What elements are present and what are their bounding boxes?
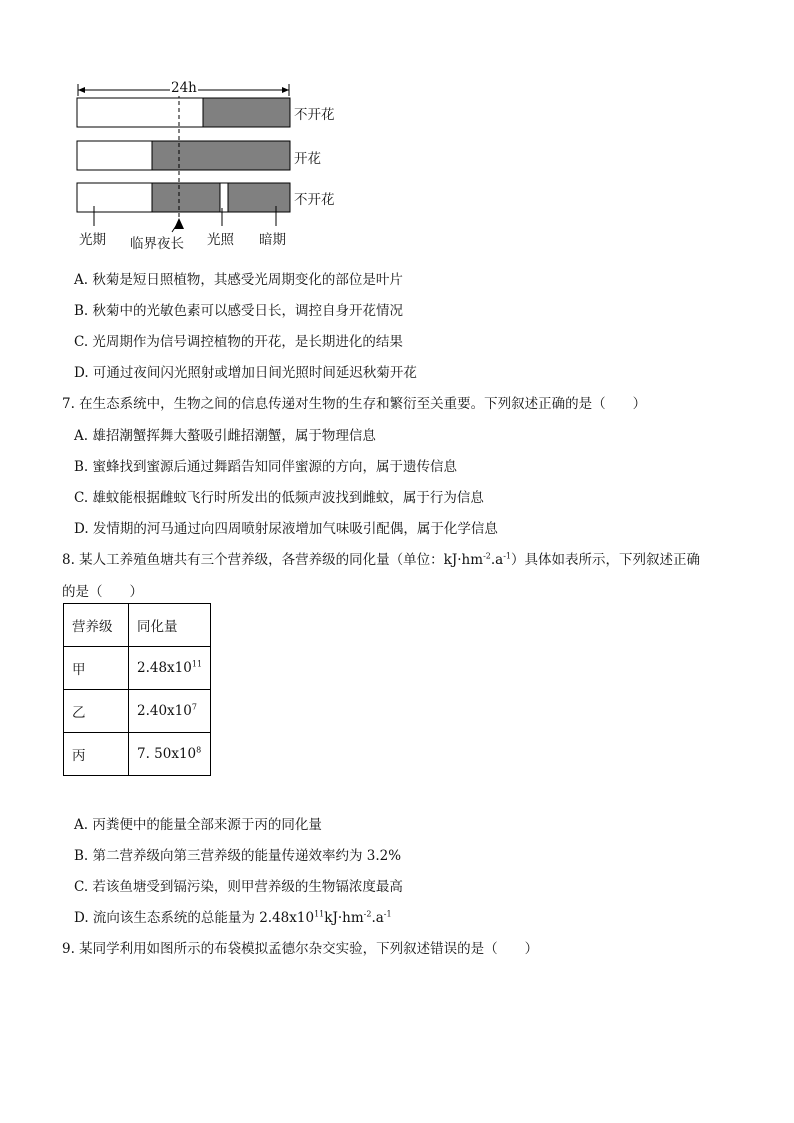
table-cell-level: 丙 [64,733,129,776]
q9-stem: 9. 某同学利用如图所示的布袋模拟孟德尔杂交实验，下列叙述错误的是（ ） [62,941,539,957]
q8-option-d-sup-3: -1 [383,909,392,919]
q8-option-d-text-2: kJ·hm [324,910,364,926]
table-cell-level: 甲 [64,647,129,690]
row3-dark-bar-2 [228,183,290,212]
row1-dark-bar [203,98,290,127]
row2-result: 开花 [294,151,321,167]
table-row [64,733,211,776]
q8-option-d-sup-2: -2 [363,909,372,919]
q8-stem-line2: 的是（ ） [62,584,143,600]
row3-dark-bar-1 [152,183,220,212]
table-row [64,647,211,690]
critical-night-label: 临界夜长 [130,236,184,252]
row3-flash-gap [220,183,228,212]
row1-result: 不开花 [294,107,335,123]
q8-option-b: B. 第二营养级向第三营养级的能量传递效率约为 3.2% [74,848,402,864]
light-period-label: 光期 [79,232,106,248]
q6-option-b: B. 秋菊中的光敏色素可以感受日长，调控自身开花情况 [74,303,404,319]
q8-option-d-text-1: D. 流向该生态系统的总能量为 2.48x10 [74,910,315,926]
table-cell-amount: 7. $50x10^8$ [129,733,211,776]
q8-stem-sup-2: -1 [503,551,511,561]
span-arrow-left-head [78,87,85,93]
q8-option-d-text-3: .a [371,910,384,926]
q8-stem-sup-1: -2 [483,551,491,561]
q6-option-d: D. 可通过夜间闪光照射或增加日间光照时间延迟秋菊开花 [74,365,417,381]
q8-option-d [74,906,392,926]
table-header-level: 营养级 [64,604,129,647]
q6-option-c: C. 光周期作为信号调控植物的开花，是长期进化的结果 [74,334,403,350]
light-flash-label: 光照 [207,232,234,248]
row3-result: 不开花 [294,192,335,208]
q7-option-a: A. 雄招潮蟹挥舞大螯吸引雌招潮蟹，属于物理信息 [74,428,376,444]
dark-period-label: 暗期 [259,232,286,248]
table-cell-level: 乙 [64,690,129,733]
q8-option-a: A. 丙粪便中的能量全部来源于丙的同化量 [74,817,322,833]
table-header-row [64,604,211,647]
row3-light-bar [77,183,152,212]
table-header-amount: 同化量 [129,604,211,647]
assimilation-table [63,603,211,776]
span-arrow-right-head [282,87,289,93]
table-cell-amount: $2.48x10^{11}$ [129,647,211,690]
table-cell-amount: $2.40x10^7$ [129,690,211,733]
q8-option-d-sup-1: 11 [314,909,325,919]
q7-stem: 7. 在生态系统中，生物之间的信息传递对生物的生存和繁衍至关重要。下列叙述正确的是（ ） [62,396,647,412]
table-row [64,690,211,733]
photoperiod-figure [0,0,794,260]
q7-option-c: C. 雄蚊能根据雌蚊飞行时所发出的低频声波找到雌蚊，属于行为信息 [74,490,484,506]
row2-dark-bar [152,141,290,170]
q8-stem-text-2: .a [490,552,504,568]
q8-stem-text-1: 8. 某人工养殖鱼塘共有三个营养级，各营养级的同化量（单位：kJ·hm [62,552,484,568]
q8-stem [62,548,700,568]
q7-option-b: B. 蜜蜂找到蜜源后通过舞蹈告知同伴蜜源的方向，属于遗传信息 [74,459,458,475]
q6-option-a: A. 秋菊是短日照植物，其感受光周期变化的部位是叶片 [74,272,403,288]
row1-light-bar [77,98,203,127]
q7-option-d: D. 发情期的河马通过向四周喷射尿液增加气味吸引配偶，属于化学信息 [74,521,498,537]
q8-option-c: C. 若该鱼塘受到镉污染，则甲营养级的生物镉浓度最高 [74,879,403,895]
row2-light-bar [77,141,152,170]
q8-stem-text-3: ）具体如表所示，下列叙述正确 [511,552,700,568]
duration-label: 24h [171,80,197,96]
